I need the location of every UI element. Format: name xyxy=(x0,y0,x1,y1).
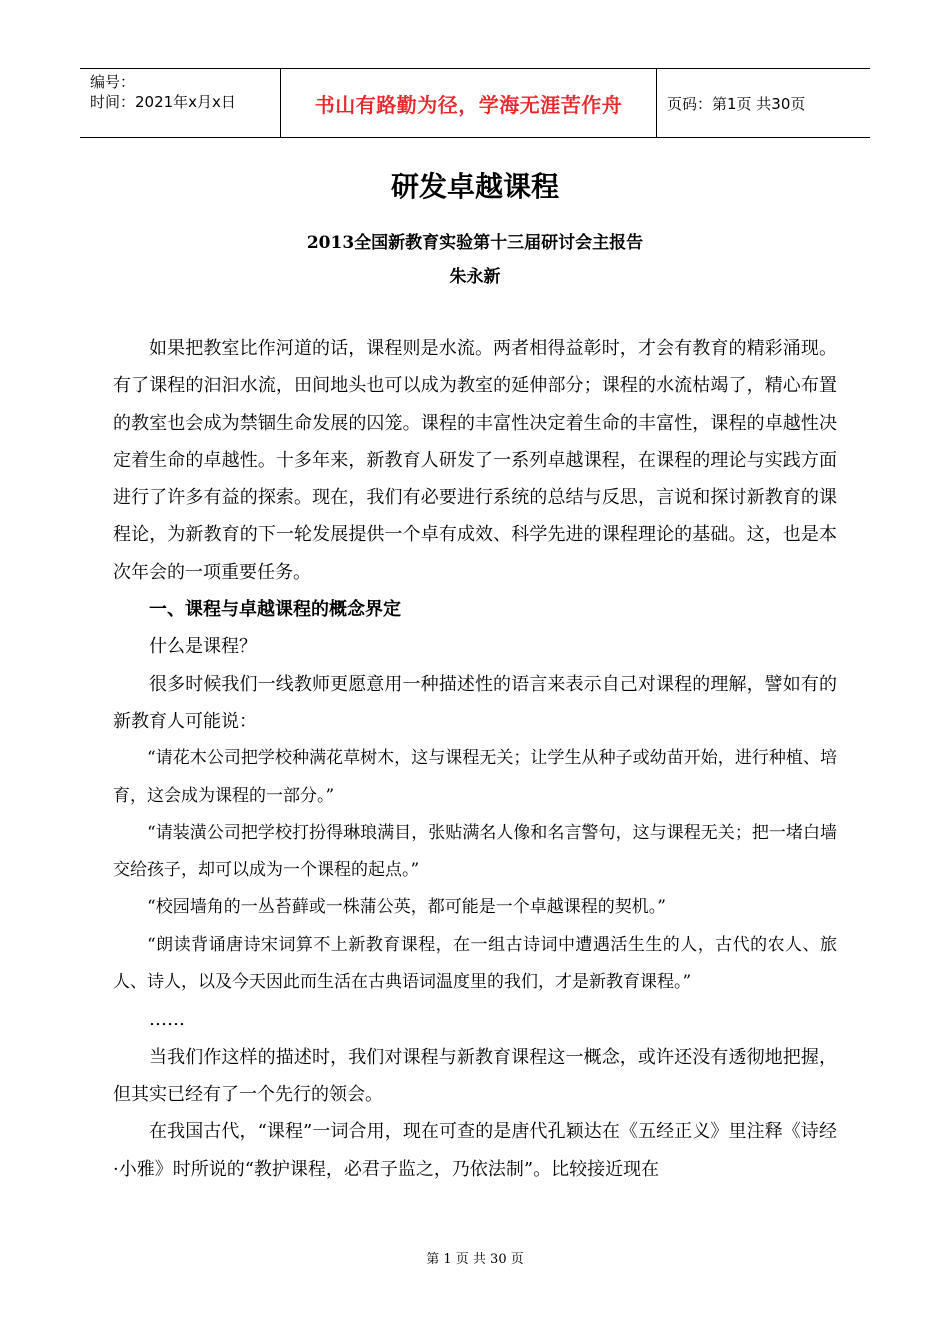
header-page-info: 页码：第1页 共30页 xyxy=(667,94,806,113)
document-author: 朱永新 xyxy=(449,267,501,287)
document-title: 研发卓越课程 xyxy=(390,170,559,203)
header-motto: 书山有路勤为径，学海无涯苦作舟 xyxy=(280,69,657,137)
paragraph-intro: 如果把教室比作河道的话，课程则是水流。两者相得益彰时，才会有教育的精彩涌现。有了课程的汩汩水流，田间地头也可以成为教室的延伸部分；课程的水流枯竭了，精心布置的教室也会成为禁锢生命发展的囚笼。课程的丰富性决定着生命的丰富性，课程的卓越性决定着生命的卓越性。十多年来，新教育人研发了一系列卓越课程，在课程的理论与实践方面进行了许多有益的探索。现在，我们有必要进行系统的总结与反思，言说和探讨新教育的课程论，为新教育的下一轮发展提供一个卓有成效、科学先进的课程理论的基础。这，也是本次年会的一项重要任务。 xyxy=(113,338,837,583)
document-body xyxy=(113,330,837,1188)
quote-paragraph: “校园墙角的一丛苔藓或一株蒲公英，都可能是一个卓越课程的契机。” xyxy=(147,897,666,918)
paragraph: 很多时候我们一线教师更愿意用一种描述性的语言来表示自己对课程的理解，譬如有的新教育人可能说： xyxy=(113,673,837,732)
time-label: 时间：2021年x月x日 xyxy=(90,93,236,111)
ellipsis-paragraph: …… xyxy=(149,1009,185,1031)
header-meta-cell xyxy=(80,69,280,137)
paragraph-question: 什么是课程？ xyxy=(149,636,257,658)
paragraph: 在我国古代，“课程”一词合用，现在可查的是唐代孔颖达在《五经正义》里注释《诗经·小雅》时所说的“教护课程，必君子监之，乃依法制”。比较接近现在 xyxy=(113,1121,837,1180)
quote-paragraph: “朗读背诵唐诗宋词算不上新教育课程，在一组古诗词中遭遇活生生的人，古代的农人、旅人、诗人，以及今天因此而生活在古典语词温度里的我们，才是新教育课程。” xyxy=(113,934,837,993)
quote-paragraph: “请装潢公司把学校打扮得琳琅满目，张贴满名人像和名言警句，这与课程无关；把一堵白墙交给孩子，却可以成为一个课程的起点。” xyxy=(113,822,837,881)
page-footer: 第 1 页 共 30 页 xyxy=(426,1252,524,1267)
quote-paragraph: “请花木公司把学校种满花草树木，这与课程无关；让学生从种子或幼苗开始，进行种植、培育，这会成为课程的一部分。” xyxy=(113,748,837,806)
document-header xyxy=(80,68,870,138)
paragraph: 当我们作这样的描述时，我们对课程与新教育课程这一概念，或许还没有透彻地把握，但其实已经有了一个先行的领会。 xyxy=(113,1046,837,1105)
document-subtitle: 2013全国新教育实验第十三届研讨会主报告 xyxy=(306,233,644,253)
number-label: 编号： xyxy=(90,73,136,91)
section-heading: 一、课程与卓越课程的概念界定 xyxy=(149,599,401,621)
